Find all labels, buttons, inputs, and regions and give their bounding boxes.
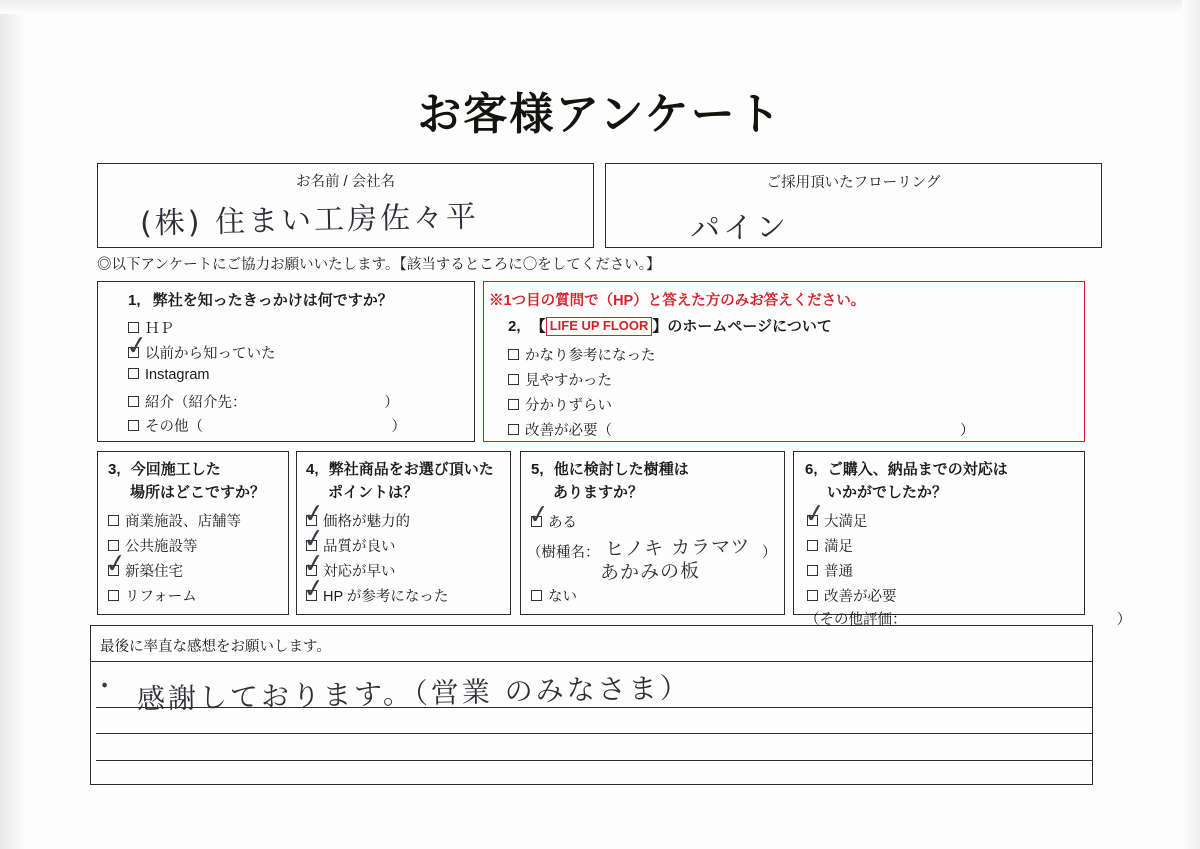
checkbox-icon[interactable] <box>807 515 818 526</box>
question-3-title-line2: 場所はどこですか？ <box>130 484 266 502</box>
q1-option-known-before-label: 以前から知っていた <box>145 346 276 362</box>
q4-checkmark-hp: ✓ <box>301 572 327 606</box>
checkbox-icon[interactable] <box>508 374 519 385</box>
question-6-title-line2: いかがでしたか？ <box>827 484 948 502</box>
q1-checkmark: ✓ <box>124 329 150 363</box>
q4-checkmark-response: ✓ <box>301 547 327 581</box>
q1-option-hp-label: ＨＰ <box>145 321 174 337</box>
checkbox-icon[interactable] <box>306 590 317 601</box>
q4-option-quality[interactable] <box>306 535 396 556</box>
q4-checkmark-price: ✓ <box>301 497 327 531</box>
checkbox-icon[interactable] <box>108 515 119 526</box>
q6-option-satisfied-label: 満足 <box>824 539 853 555</box>
q4-option-price[interactable] <box>306 510 410 531</box>
q6-checkmark: ✓ <box>802 497 828 531</box>
q3-option-commercial-label: 商業施設、店舗等 <box>125 514 241 530</box>
q5-species-label-text: （樹種名： <box>527 545 600 561</box>
checkbox-icon[interactable] <box>108 590 119 601</box>
question-3-title <box>108 458 265 505</box>
q5-option-no[interactable] <box>531 585 577 606</box>
question-1-number: 1, <box>128 292 141 309</box>
q2-option-easy-to-read[interactable] <box>508 369 612 390</box>
q6-option-normal-label: 普通 <box>824 564 853 580</box>
question-4-title <box>306 458 494 505</box>
checkbox-icon[interactable] <box>306 515 317 526</box>
question-6-number: 6, <box>805 461 818 478</box>
instruction-text: ◎以下アンケートにご協力お願いいたします。【該当するところに〇をしてください。】 <box>97 257 661 273</box>
comment-label: 最後に率直な感想をお願いします。 <box>100 639 331 655</box>
q3-option-commercial[interactable] <box>108 510 241 531</box>
q5-option-yes[interactable] <box>531 511 577 532</box>
flooring-field-value: パイン <box>689 209 790 248</box>
comment-bullet: • <box>98 675 111 696</box>
flooring-field-label: ご採用頂いたフローリング <box>766 175 941 191</box>
q6-option-satisfied[interactable] <box>807 535 853 556</box>
page-title: お客様アンケート <box>417 90 783 139</box>
checkbox-icon[interactable] <box>128 396 139 407</box>
q4-option-response-label: 対応が早い <box>323 564 396 580</box>
q2-option-very-helpful-label: かなり参考になった <box>525 348 656 364</box>
question-6-title-line1: ご購入、納品までの対応は <box>827 461 1008 478</box>
question-4-title-line1: 弊社商品をお選び頂いた <box>328 461 494 478</box>
q6-option-very-satisfied[interactable] <box>807 510 868 531</box>
life-up-floor-badge: LIFE UP FLOOR <box>546 317 653 336</box>
question-3-title-line1: 今回施工した <box>130 461 221 478</box>
q2-option-hard-to-understand-label: 分かりずらい <box>525 398 612 414</box>
q3-option-new-house-label: 新築住宅 <box>125 564 183 580</box>
question-5-title <box>531 458 689 505</box>
q3-option-new-house[interactable] <box>108 560 183 581</box>
question-1-title <box>128 289 393 312</box>
question-5-number: 5, <box>531 461 544 478</box>
q1-option-referral-label: 紹介（紹介先： ） <box>145 395 399 411</box>
q2-option-hard-to-understand[interactable] <box>508 394 612 415</box>
checkbox-icon[interactable] <box>807 590 818 601</box>
checkbox-icon[interactable] <box>508 424 519 435</box>
q6-option-needs-improvement-label: 改善が必要 <box>824 589 897 605</box>
q2-option-needs-improvement[interactable] <box>508 419 975 440</box>
checkbox-icon[interactable] <box>508 349 519 360</box>
q1-option-known-before[interactable] <box>128 342 276 363</box>
q3-option-public-label: 公共施設等 <box>125 539 198 555</box>
checkbox-icon[interactable] <box>306 540 317 551</box>
question-2-title-pre: 【 <box>530 318 546 335</box>
q4-option-price-label: 価格が魅力的 <box>323 514 410 530</box>
name-field-value: (株) 住まい工房佐々平 <box>139 199 480 242</box>
q6-option-normal[interactable] <box>807 560 853 581</box>
q3-option-reform-label: リフォーム <box>125 589 197 605</box>
question-2-title-post: 】のホームページについて <box>652 318 832 335</box>
q4-option-quality-label: 品質が良い <box>323 539 396 555</box>
question-5-title-line1: 他に検討した樹種は <box>553 461 689 478</box>
question-5-title-line2: ありますか？ <box>553 484 644 502</box>
question-2-note: ※1つ目の質問で（HP）と答えた方のみお答えください。 <box>489 293 866 309</box>
q6-other-label: （その他評価： ） <box>805 612 1132 628</box>
checkbox-icon[interactable] <box>128 368 139 379</box>
q5-species-close-text: ） <box>762 545 777 561</box>
q5-species-close <box>762 541 777 562</box>
question-4-title-line2: ポイントは？ <box>328 484 419 502</box>
q3-checkmark: ✓ <box>103 547 129 581</box>
checkbox-icon[interactable] <box>531 516 542 527</box>
q1-option-hp[interactable] <box>128 317 174 338</box>
q1-option-instagram-label: Instagram <box>145 367 210 383</box>
checkbox-icon[interactable] <box>807 540 818 551</box>
q3-option-reform[interactable] <box>108 585 197 606</box>
q6-option-needs-improvement[interactable] <box>807 585 897 606</box>
q4-option-response[interactable] <box>306 560 396 581</box>
q5-species-label <box>527 541 600 562</box>
q1-option-other-label: その他（ ） <box>145 419 406 435</box>
q4-option-hp-label: HP が参考になった <box>323 589 449 605</box>
scan-edge-top <box>0 0 1200 14</box>
checkbox-icon[interactable] <box>108 540 119 551</box>
checkbox-icon[interactable] <box>508 399 519 410</box>
q2-option-easy-to-read-label: 見やすかった <box>525 373 612 389</box>
q5-species-value-line1: ヒノキ カラマツ <box>604 535 751 561</box>
q3-option-public[interactable] <box>108 535 198 556</box>
question-4-number: 4, <box>306 461 319 478</box>
q5-option-no-label: ない <box>548 589 577 605</box>
checkbox-icon[interactable] <box>306 565 317 576</box>
question-3-number: 3, <box>108 461 121 478</box>
q5-option-yes-label: ある <box>548 515 577 531</box>
q2-option-very-helpful[interactable] <box>508 344 656 365</box>
q4-option-hp[interactable] <box>306 585 448 606</box>
comment-rule-3 <box>96 733 1093 734</box>
q1-option-instagram[interactable] <box>128 367 209 383</box>
comment-rule-1 <box>90 661 1093 662</box>
checkbox-icon[interactable] <box>531 590 542 601</box>
checkbox-icon[interactable] <box>128 420 139 431</box>
q1-option-other[interactable] <box>128 415 406 436</box>
q5-checkmark: ✓ <box>526 498 552 532</box>
comment-rule-4 <box>96 760 1093 761</box>
question-2-number: 2, <box>508 318 521 335</box>
checkbox-icon[interactable] <box>108 565 119 576</box>
checkbox-icon[interactable] <box>128 347 139 358</box>
q6-option-very-satisfied-label: 大満足 <box>824 514 868 530</box>
name-field-label: お名前 / 会社名 <box>295 174 396 190</box>
question-1-text: 弊社を知ったきっかけは何ですか？ <box>152 292 393 309</box>
checkbox-icon[interactable] <box>128 322 139 333</box>
q5-species-value-line2: あかみの板 <box>599 559 701 585</box>
q4-checkmark-quality: ✓ <box>301 522 327 556</box>
q2-option-needs-improvement-label: 改善が必要（ ） <box>525 423 975 439</box>
checkbox-icon[interactable] <box>807 565 818 576</box>
q1-option-referral[interactable] <box>128 391 399 412</box>
question-6-title <box>805 458 1008 505</box>
question-2-title <box>508 315 832 338</box>
comment-value: 感謝しております。（営業 のみなさま） <box>136 671 691 716</box>
